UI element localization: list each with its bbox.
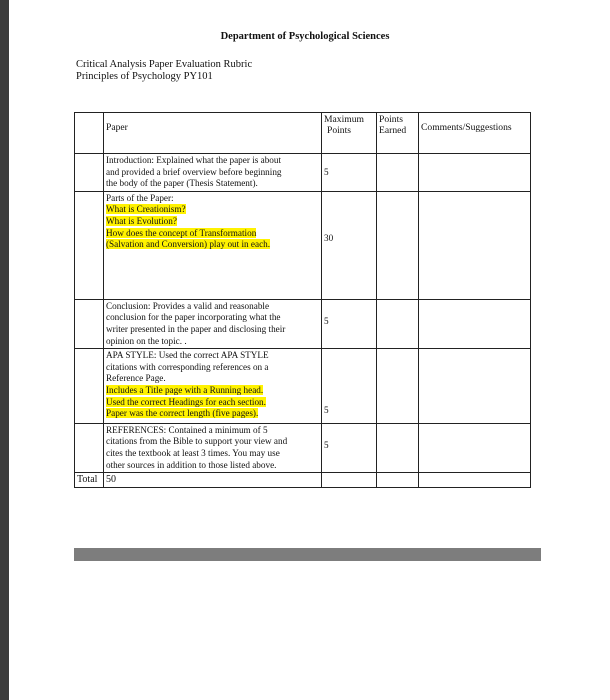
table-row	[75, 349, 531, 424]
highlighted-text: What is Creationism?	[106, 204, 186, 215]
highlighted-text: Includes a Title page with a Running head.	[106, 384, 264, 395]
comments-cell[interactable]	[419, 423, 531, 472]
max-points-cell: 5	[322, 154, 377, 192]
department-title: Department of Psychological Sciences	[220, 31, 390, 42]
table-row	[75, 191, 531, 299]
max-points-cell: 30	[322, 191, 377, 299]
total-comments-cell[interactable]	[419, 473, 531, 488]
table-row	[75, 154, 531, 192]
apa-style-criterion: APA STYLE: Used the correct APA STYLE citations with corresponding references on a Reference Page. Includes a Title page with a Running head. Used the correct Headings for each section. Paper was the correct length (five pages).	[104, 349, 322, 424]
points-earned-cell[interactable]	[377, 191, 419, 299]
max-points-cell: 5	[322, 349, 377, 424]
comments-header: Comments/Suggestions	[419, 113, 531, 154]
highlighted-text: Used the correct Headings for each section.	[106, 396, 266, 407]
rubric-title: Critical Analysis Paper Evaluation Rubric	[76, 59, 253, 70]
max-points-header-line1: Maximum	[324, 114, 364, 125]
points-earned-header-line2: Earned	[379, 125, 407, 136]
points-earned-header	[377, 113, 419, 154]
introduction-criterion: Introduction: Explained what the paper is about and provided a brief overview before beginning the body of the paper (Thesis Statement).	[104, 154, 322, 192]
header-row	[75, 113, 531, 154]
course-title: Principles of Psychology PY101	[76, 71, 213, 82]
bottom-gray-bar	[74, 548, 541, 561]
max-points-cell: 5	[322, 423, 377, 472]
points-earned-cell[interactable]	[377, 423, 419, 472]
comments-cell[interactable]	[419, 349, 531, 424]
conclusion-criterion: Conclusion: Provides a valid and reasonable conclusion for the paper incorporating what the writer presented in the paper and disclosing their opinion on the topic. .	[104, 299, 322, 348]
total-earned-cell[interactable]	[377, 473, 419, 488]
highlighted-text: What is Evolution?	[106, 215, 177, 226]
paper-header: Paper	[104, 113, 322, 154]
highlighted-text: (Salvation and Conversion) play out in each.	[106, 239, 271, 250]
total-row	[75, 473, 531, 488]
comments-cell[interactable]	[419, 154, 531, 192]
points-earned-cell[interactable]	[377, 154, 419, 192]
points-earned-cell[interactable]	[377, 299, 419, 348]
points-earned-cell[interactable]	[377, 349, 419, 424]
highlighted-text: How does the concept of Transformation	[106, 227, 257, 238]
table-row	[75, 299, 531, 348]
max-points-cell: 5	[322, 299, 377, 348]
points-earned-header-line1: Points	[379, 114, 403, 125]
max-points-header	[322, 113, 377, 154]
max-points-header-line2: Points	[327, 125, 351, 136]
highlighted-text: Paper was the correct length (five pages).	[106, 408, 259, 419]
left-edge-shadow	[0, 0, 9, 700]
table-row	[75, 423, 531, 472]
rubric-table	[74, 112, 531, 488]
total-value: 50	[104, 473, 322, 488]
total-label: Total	[75, 473, 104, 488]
comments-cell[interactable]	[419, 191, 531, 299]
references-criterion: REFERENCES: Contained a minimum of 5 citations from the Bible to support your view and cites the textbook at least 3 times. You may use other sources in addition to those listed above.	[104, 423, 322, 472]
parts-criterion: Parts of the Paper: What is Creationism? What is Evolution? How does the concept of Transformation (Salvation and Conversion) play out in each.	[104, 191, 322, 299]
comments-cell[interactable]	[419, 299, 531, 348]
blank-header-cell	[75, 113, 104, 154]
